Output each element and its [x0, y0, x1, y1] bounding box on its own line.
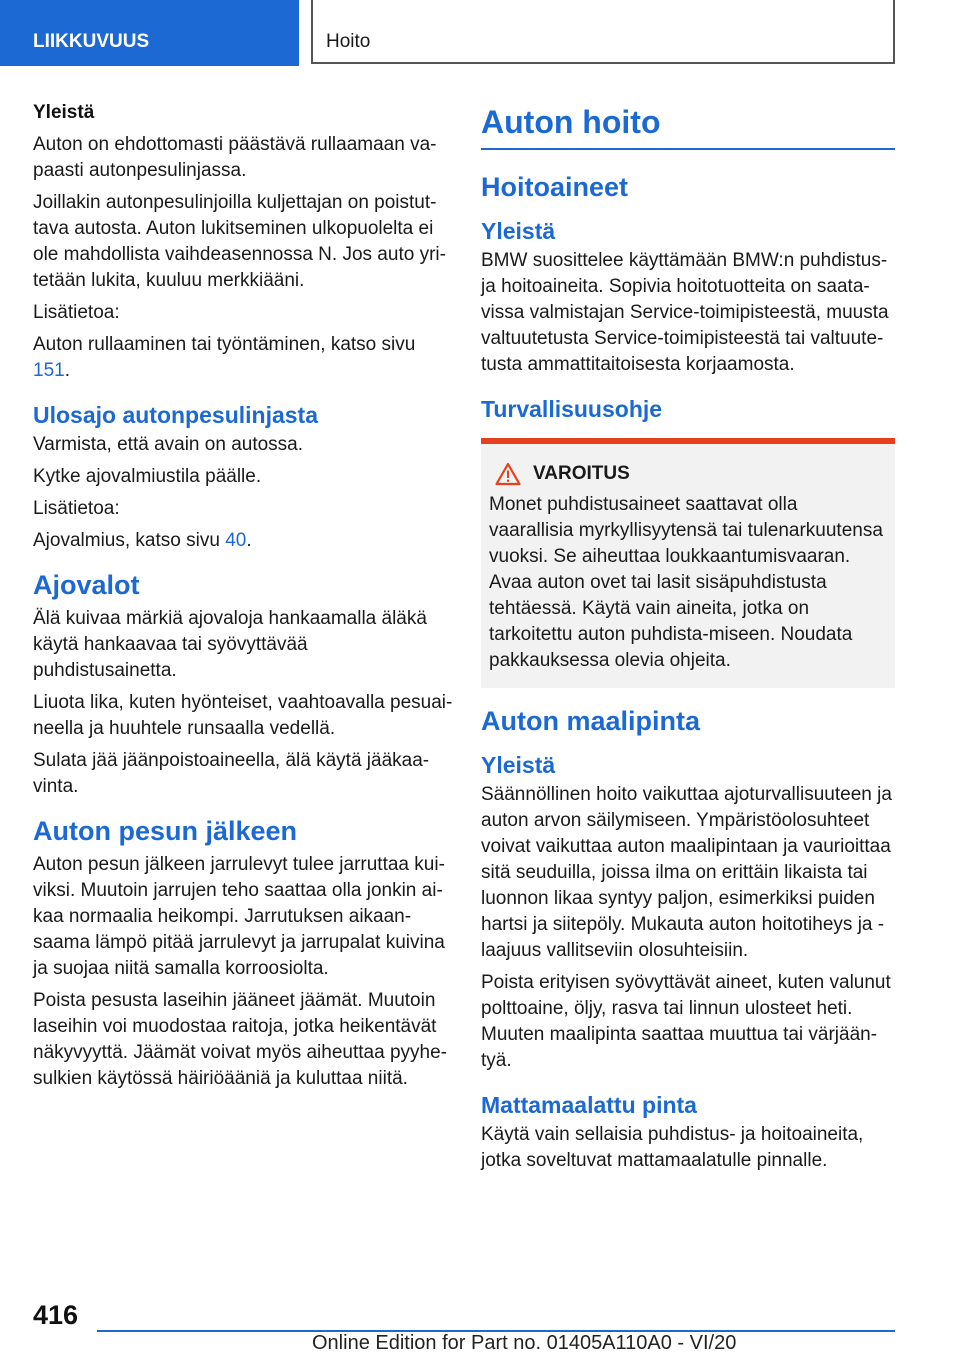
cross-reference: Ajovalmius, katso sivu 40.: [33, 530, 252, 551]
page-number: 416: [33, 1300, 79, 1330]
warning-title: VAROITUS: [533, 463, 630, 484]
page-header: [0, 0, 960, 66]
right-column: [481, 100, 895, 1180]
heading-yleista: Yleistä: [481, 218, 556, 244]
section-tab[interactable]: LIIKKUVUUS: [0, 0, 299, 66]
paragraph: Poista erityisen syövyttävät aineet, kuten valunut polttoaine, öljy, rasva tai linnun ulosteet heti. Muuten maalipinta saattaa muuttua tai värjään-tyä.: [481, 972, 891, 1071]
page-link-40[interactable]: 40: [225, 530, 247, 551]
paragraph: Säännöllinen hoito vaikuttaa ajoturvallisuuteen ja auton arvon säilymiseen. Ympäristöolosuhteet voivat vaikuttaa auton maalipintaan ja vaurioittaa sitä seuduilla, joissa ilma on erittäin likaista tai luonnon likaa syntyy paljon, esimerkiksi puiden hartsi ja siitepöly. Mukauta auton hoitotiheys ja -laajuus vallitseviin olosuhteisiin.: [481, 784, 892, 961]
heading-ajovalot: Ajovalot: [33, 570, 140, 600]
heading-auton-hoito: Auton hoito: [481, 100, 895, 150]
warning-text: Monet puhdistusaineet saattavat olla vaarallisia myrkyllisyytensä tai tulenarkuutensa vuoksi. Se aiheuttaa loukkaantumisvaaran. Avaa auton ovet tai lasit sisäpuhdistusta tehtäessä. Käytä vain aineita, jotka on tarkoitettu auton puhdista-miseen. Noudata pakkauksessa olevia ohjeita.: [489, 494, 883, 671]
page-footer: [0, 1296, 960, 1362]
heading-yleista: Yleistä: [33, 102, 95, 123]
page-link-151[interactable]: 151: [33, 360, 65, 381]
paragraph: Käytä vain sellaisia puhdistus- ja hoitoaineita, jotka soveltuvat mattamaalatulle pinnalle.: [481, 1124, 864, 1171]
chapter-tab[interactable]: Hoito: [311, 0, 895, 64]
warning-header: [489, 462, 887, 486]
paragraph: Auton pesun jälkeen jarrulevyt tulee jarruttaa kui-viksi. Muutoin jarrujen teho saattaa olla jonkin ai-kaa normaalia heikompi. Jarrutuksen aikaan-saama lämpö pitää jarrulevyt ja jarrupalat kuivina ja suojaa niitä samalla korroosiolta.: [33, 854, 445, 979]
paragraph: Sulata jää jäänpoistoaineella, älä käytä jääkaa-vinta.: [33, 750, 430, 797]
more-info-label: Lisätietoa:: [33, 302, 120, 323]
left-column: [33, 100, 453, 1098]
edition-text: Online Edition for Part no. 01405A110A0 - VI/20: [312, 1332, 737, 1354]
paragraph: Auton on ehdottomasti päästävä rullaamaan va-paasti autonpesulinjassa.: [33, 134, 437, 181]
heading-turvallisuusohje: Turvallisuusohje: [481, 396, 663, 422]
cross-reference-text: Auton rullaaminen tai työntäminen, katso sivu: [33, 334, 416, 355]
warning-triangle-icon: [495, 462, 521, 486]
heading-pesun-jalkeen: Auton pesun jälkeen: [33, 816, 298, 846]
heading-yleista: Yleistä: [481, 752, 556, 778]
paragraph: BMW suosittelee käyttämään BMW:n puhdistus- ja hoitoaineita. Sopivia hoitotuotteita on saata-vissa valmistajan Service-toimipisteestä, muusta valtuutetusta Service-toimipisteestä tai valtuute-tusta ammattitaitoisesta korjaamosta.: [481, 250, 889, 375]
paragraph: Varmista, että avain on autossa.: [33, 434, 304, 455]
heading-maalipinta: Auton maalipinta: [481, 706, 701, 736]
heading-mattamaalattu: Mattamaalattu pinta: [481, 1092, 697, 1118]
paragraph: Kytke ajovalmiustila päälle.: [33, 466, 262, 487]
heading-ulosajo: Ulosajo autonpesulinjasta: [33, 402, 318, 428]
more-info-label: Lisätietoa:: [33, 498, 120, 519]
cross-reference: Auton rullaaminen tai työntäminen, katso sivu 151.: [33, 334, 416, 381]
warning-box: [481, 438, 895, 688]
cross-reference-text: Ajovalmius, katso sivu: [33, 530, 226, 551]
paragraph: Älä kuivaa märkiä ajovaloja hankaamalla äläkä käytä hankaavaa tai syövyttävää puhdistusainetta.: [33, 608, 427, 681]
paragraph: Joillakin autonpesulinjoilla kuljettajan on poistut-tava autosta. Auton lukitseminen ulkopuolelta ei ole mahdollista vaihdeasennossa N. Jos auto yri-tetään lukita, kuuluu merkkiääni.: [33, 192, 446, 291]
heading-hoitoaineet: Hoitoaineet: [481, 172, 629, 202]
paragraph: Poista pesusta laseihin jääneet jäämät. Muutoin laseihin voi muodostaa raitoja, jotka heikentävät näkyvyyttä. Jäämät voivat myös aiheuttaa pyyhe-sulkien käytössä häiriöääniä ja kuluttaa niitä.: [33, 990, 447, 1089]
paragraph: Liuota lika, kuten hyönteiset, vaahtoavalla pesuai-neella ja huuhtele runsaalla vedellä.: [33, 692, 453, 739]
